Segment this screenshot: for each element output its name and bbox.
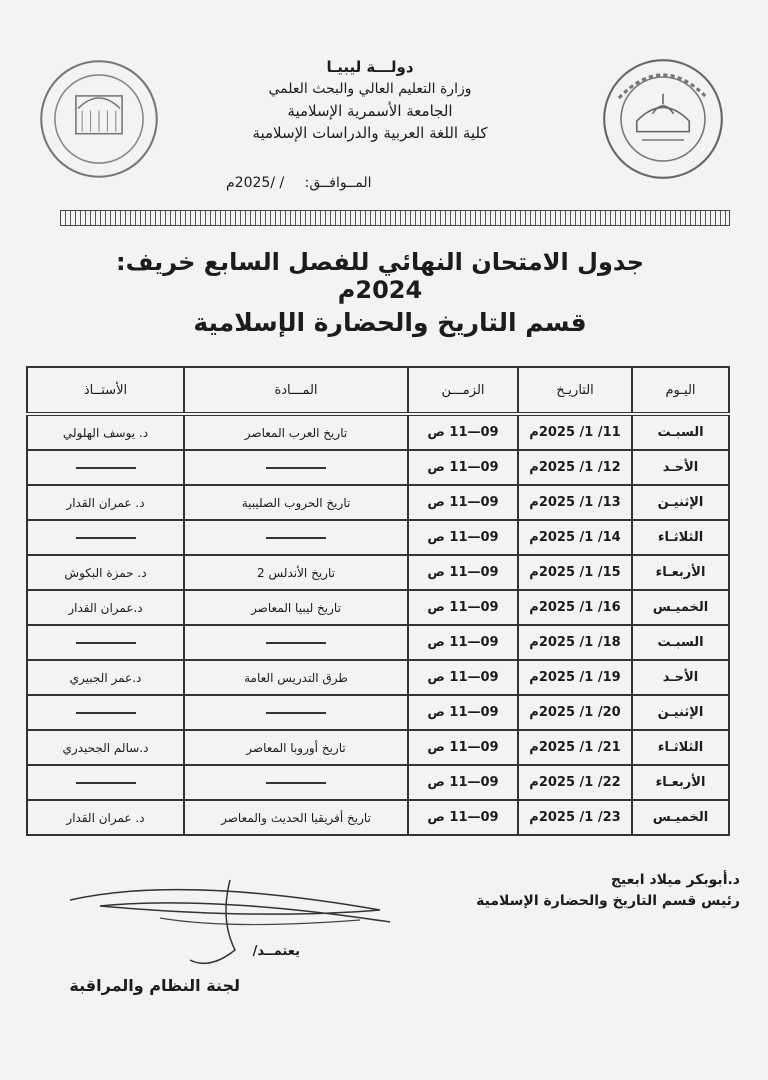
reference-date: / /2025م: [226, 175, 285, 191]
ministry-name: وزارة التعليم العالي والبحث العلمي: [268, 80, 472, 97]
date-cell: 15/ 1/ 2025م: [518, 555, 632, 590]
column-header-time: الزمـــن: [408, 367, 518, 414]
day-cell: الخميـس: [632, 800, 729, 835]
date-cell: 11/ 1/ 2025م: [518, 414, 632, 450]
state-name: دولـــة ليبيـا: [326, 58, 414, 76]
time-cell: 09—11 ص: [408, 765, 518, 800]
empty-dash: [76, 642, 136, 644]
column-header-day: اليـوم: [632, 367, 729, 414]
faculty-seal-icon: [36, 56, 162, 182]
subject-cell: طرق التدريس العامة: [184, 660, 408, 695]
signatory-name: د.أبوبكر ميلاد ابعيج: [610, 872, 740, 888]
subject-cell: [184, 765, 408, 800]
professor-cell: د.عمر الجبيري: [27, 660, 184, 695]
day-cell: الأحـد: [632, 660, 729, 695]
handwritten-signature: [60, 870, 400, 980]
date-cell: 20/ 1/ 2025م: [518, 695, 632, 730]
table-row: [27, 414, 729, 450]
date-cell: 18/ 1/ 2025م: [518, 625, 632, 660]
subject-cell: [184, 520, 408, 555]
table-row: [27, 660, 729, 695]
subject-cell: تاريخ العرب المعاصر: [184, 414, 408, 450]
day-cell: السبـت: [632, 625, 729, 660]
column-header-professor: الأستــاذ: [27, 367, 184, 414]
subject-cell: [184, 695, 408, 730]
day-cell: الإثنيـن: [632, 695, 729, 730]
subject-cell: تاريخ أفريقيا الحديث والمعاصر: [184, 800, 408, 835]
column-header-subject: المـــادة: [184, 367, 408, 414]
reference-label: المــوافــق:: [304, 175, 372, 191]
table-row: [27, 555, 729, 590]
time-cell: 09—11 ص: [408, 450, 518, 485]
table-row: [27, 695, 729, 730]
time-cell: 09—11 ص: [408, 625, 518, 660]
table-header-row: [27, 367, 729, 414]
subject-cell: تاريخ ليبيا المعاصر: [184, 590, 408, 625]
faculty-name: كلية اللغة العربية والدراسات الإسلامية: [252, 124, 488, 142]
time-cell: 09—11 ص: [408, 555, 518, 590]
empty-dash: [266, 712, 326, 714]
professor-cell: د. عمران القدار: [27, 800, 184, 835]
date-cell: 16/ 1/ 2025م: [518, 590, 632, 625]
committee-name: لجنة النظام والمراقبة: [69, 976, 240, 995]
date-cell: 22/ 1/ 2025م: [518, 765, 632, 800]
signatory-title: رئيس قسم التاريخ والحضارة الإسلامية: [476, 893, 740, 909]
day-cell: الإثنيـن: [632, 485, 729, 520]
subject-cell: [184, 625, 408, 660]
university-seal-icon: [600, 56, 726, 182]
letterhead: [180, 56, 560, 145]
day-cell: الأربعـاء: [632, 765, 729, 800]
professor-cell: [27, 450, 184, 485]
day-cell: الأربعـاء: [632, 555, 729, 590]
time-cell: 09—11 ص: [408, 695, 518, 730]
column-header-date: التاريـخ: [518, 367, 632, 414]
time-cell: 09—11 ص: [408, 414, 518, 450]
table-row: [27, 765, 729, 800]
exam-schedule-table: [26, 366, 730, 836]
professor-cell: د.عمران القدار: [27, 590, 184, 625]
professor-cell: [27, 625, 184, 660]
professor-cell: د. حمزة البكوش: [27, 555, 184, 590]
empty-dash: [266, 782, 326, 784]
table-row: [27, 590, 729, 625]
empty-dash: [76, 467, 136, 469]
time-cell: 09—11 ص: [408, 485, 518, 520]
professor-cell: د.سالم الجحيدري: [27, 730, 184, 765]
schedule-title: جدول الامتحان النهائي للفصل السابع خريف: 2024م: [115, 248, 645, 304]
time-cell: 09—11 ص: [408, 590, 518, 625]
date-cell: 13/ 1/ 2025م: [518, 485, 632, 520]
subject-cell: تاريخ الأندلس 2: [184, 555, 408, 590]
table-row: [27, 520, 729, 555]
signature-block: [440, 870, 740, 912]
professor-cell: د. عمران القدار: [27, 485, 184, 520]
table-row: [27, 800, 729, 835]
department-title: قسم التاريخ والحضارة الإسلامية: [193, 308, 587, 337]
date-cell: 21/ 1/ 2025م: [518, 730, 632, 765]
subject-cell: تاريخ الحروب الصليبية: [184, 485, 408, 520]
professor-cell: [27, 695, 184, 730]
empty-dash: [266, 642, 326, 644]
decorative-border: [60, 210, 730, 226]
professor-cell: [27, 520, 184, 555]
time-cell: 09—11 ص: [408, 800, 518, 835]
time-cell: 09—11 ص: [408, 660, 518, 695]
empty-dash: [266, 467, 326, 469]
day-cell: الأحـد: [632, 450, 729, 485]
date-cell: 19/ 1/ 2025م: [518, 660, 632, 695]
day-cell: الخميـس: [632, 590, 729, 625]
table-row: [27, 730, 729, 765]
subject-cell: [184, 450, 408, 485]
table-row: [27, 625, 729, 660]
table-row: [27, 450, 729, 485]
day-cell: الثلاثـاء: [632, 520, 729, 555]
table-row: [27, 485, 729, 520]
empty-dash: [266, 537, 326, 539]
empty-dash: [76, 782, 136, 784]
empty-dash: [76, 712, 136, 714]
time-cell: 09—11 ص: [408, 520, 518, 555]
date-cell: 14/ 1/ 2025م: [518, 520, 632, 555]
day-cell: السبـت: [632, 414, 729, 450]
empty-dash: [76, 537, 136, 539]
date-cell: 23/ 1/ 2025م: [518, 800, 632, 835]
day-cell: الثلاثـاء: [632, 730, 729, 765]
subject-cell: تاريخ أوروبا المعاصر: [184, 730, 408, 765]
date-cell: 12/ 1/ 2025م: [518, 450, 632, 485]
time-cell: 09—11 ص: [408, 730, 518, 765]
professor-cell: [27, 765, 184, 800]
university-name: الجامعة الأسمرية الإسلامية: [287, 101, 453, 120]
professor-cell: د. يوسف الهلولي: [27, 414, 184, 450]
reference-date-line: [210, 175, 372, 191]
approval-label: يعتمــد/: [252, 944, 300, 959]
